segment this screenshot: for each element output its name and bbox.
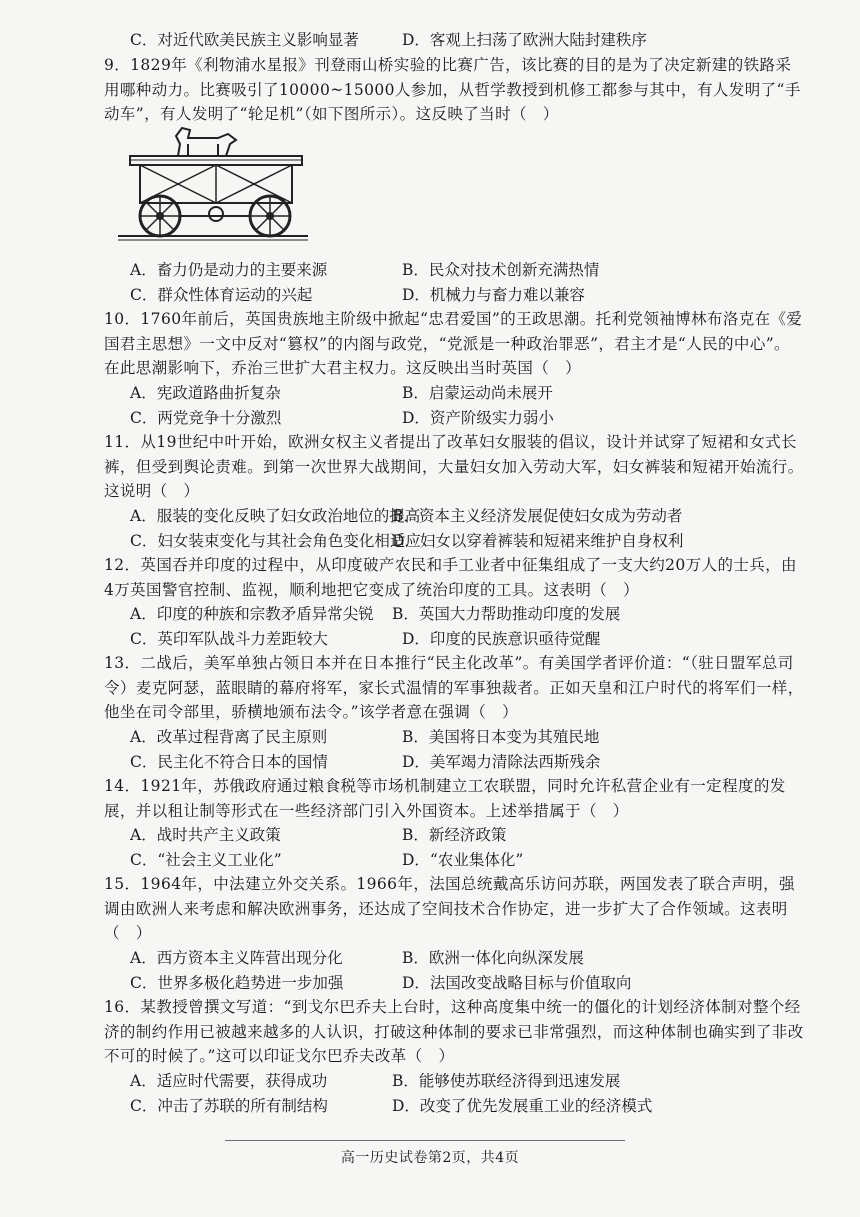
question-16-stem: 16．某教授曾撰文写道：“到戈尔巴乔夫上台时，这种高度集中统一的僵化的计划经济体制对整个经济的制约作用已被越来越多的人认识，打破这种体制的要求已非常强烈，而这种体制也确实到了非改不可的时候了。”这可以印证戈尔巴乔夫改革（ ） xyxy=(104,998,804,1065)
option-c: C．冲击了苏联的所有制结构 xyxy=(130,1096,328,1115)
option-d: D．客观上扫荡了欧洲大陆封建秩序 xyxy=(402,31,647,49)
option-b: B．能够使苏联经济得到迅速发展 xyxy=(392,1072,621,1090)
option-b: B．英国大力帮助推动印度的发展 xyxy=(392,605,621,623)
footer-divider xyxy=(225,1140,625,1141)
option-d: D．机械力与畜力难以兼容 xyxy=(402,285,585,304)
option-b: B．资本主义经济发展促使妇女成为劳动者 xyxy=(392,507,683,525)
option-a: A．战时共产主义政策 xyxy=(130,826,281,844)
option-d: D．“农业集体化” xyxy=(402,850,524,869)
question-12-options xyxy=(130,602,820,651)
option-c: C．世界多极化趋势进一步加强 xyxy=(130,973,344,992)
option-a: A．适应时代需要，获得成功 xyxy=(130,1072,328,1090)
question-11-stem: 11．从19世纪中叶开始，欧洲女权主义者提出了改革妇女服装的倡议，设计并试穿了短裙和女式长裤，但受到舆论责难。到第一次世界大战期间，大量妇女加入劳动大军，妇女裤装和短裙开始流行。这说明（ ） xyxy=(104,433,804,500)
question-11-options xyxy=(130,504,820,553)
option-c: C．对近代欧美民族主义影响显著 xyxy=(130,31,359,49)
question-15-options xyxy=(130,946,820,995)
option-d: D．妇女以穿着裤装和短裙来维护自身权利 xyxy=(392,531,684,550)
option-c: C．“社会主义工业化” xyxy=(130,850,282,869)
page-footer: 高一历史试卷第2页，共4页 xyxy=(340,1150,520,1166)
option-c: C．群众性体育运动的兴起 xyxy=(130,285,313,304)
question-9-options xyxy=(130,258,820,307)
option-b: B．欧洲一体化向纵深发展 xyxy=(402,949,584,967)
question-16-options xyxy=(130,1069,820,1118)
question-13-options xyxy=(130,725,820,774)
question-10-stem: 10．1760年前后，英国贵族地主阶级中掀起“忠君爱国”的王政思潮。托利党领袖博林布洛克在《爱国君主思想》一文中反对“篡权”的内阁与政党，“党派是一种政治罪恶”，君主才是“人民的中心”。在此思潮影响下，乔治三世扩大君主权力。这反映出当时英国（ ） xyxy=(104,310,803,377)
option-c: C．两党竞争十分激烈 xyxy=(130,408,282,427)
option-c: C．民主化不符合日本的国情 xyxy=(130,752,328,771)
option-d: D．印度的民族意识亟待觉醒 xyxy=(402,629,601,648)
option-d: D．法国改变战略目标与价值取向 xyxy=(402,973,632,992)
option-b: B．启蒙运动尚未展开 xyxy=(402,384,553,402)
option-c: C．英印军队战斗力差距较大 xyxy=(130,629,328,648)
option-a: A．服装的变化反映了妇女政治地位的提高 xyxy=(130,507,421,525)
option-d: D．美军竭力清除法西斯残余 xyxy=(402,752,601,771)
question-14-options xyxy=(130,823,820,872)
question-9-stem: 9．1829年《利物浦水星报》刊登雨山桥实验的比赛广告，该比赛的目的是为了决定新建的铁路采用哪种动力。比赛吸引了10000~15000人参加，从哲学教授到机修工都参与其中，有人发明了“手动车”，有人发明了“轮足机”（如下图所示）。这反映了当时（ ） xyxy=(104,56,801,123)
option-a: A．畜力仍是动力的主要来源 xyxy=(130,261,328,279)
option-b: B．新经济政策 xyxy=(402,826,507,844)
question-14-stem: 14．1921年，苏俄政府通过粮食税等市场机制建立工农联盟，同时允许私营企业有一定程度的发展，并以租让制等形式在一些经济部门引入外国资本。上述举措属于（ ） xyxy=(104,777,786,820)
option-c: C．妇女装束变化与其社会角色变化相适应 xyxy=(130,531,421,550)
question-13-stem: 13．二战后，美军单独占领日本并在日本推行“民主化改革”。有美国学者评价道：“（驻日盟军总司令）麦克阿瑟，蓝眼睛的幕府将军，家长式温情的军事独裁者。正如天皇和江户时代的将军们一样，他坐在司令部里，骄横地颁布法令。”该学者意在强调（ ） xyxy=(104,654,804,721)
option-a: A．宪政道路曲折复杂 xyxy=(130,384,281,402)
option-a: A．改革过程背离了民主原则 xyxy=(130,728,328,746)
option-b: B．美国将日本变为其殖民地 xyxy=(402,728,600,746)
option-d: D．资产阶级实力弱小 xyxy=(402,408,554,427)
hand-car-illustration xyxy=(118,122,308,250)
question-10-options xyxy=(130,381,820,430)
prev-options xyxy=(130,28,820,53)
question-15-stem: 15．1964年，中法建立外交关系。1966年，法国总统戴高乐访问苏联，两国发表了联合声明，强调由欧洲人来考虑和解决欧洲事务，还达成了空间技术合作协定，进一步扩大了合作领域。这表明（ ） xyxy=(104,875,795,942)
question-12-stem: 12．英国吞并印度的过程中，从印度破产农民和手工业者中征集组成了一支大约20万人的士兵，由4万英国警官控制、监视，顺利地把它变成了统治印度的工具。这表明（ ） xyxy=(104,556,797,599)
option-a: A．印度的种族和宗教矛盾异常尖锐 xyxy=(130,605,374,623)
option-b: B．民众对技术创新充满热情 xyxy=(402,261,600,279)
option-d: D．改变了优先发展重工业的经济模式 xyxy=(392,1096,653,1115)
option-a: A．西方资本主义阵营出现分化 xyxy=(130,949,343,967)
